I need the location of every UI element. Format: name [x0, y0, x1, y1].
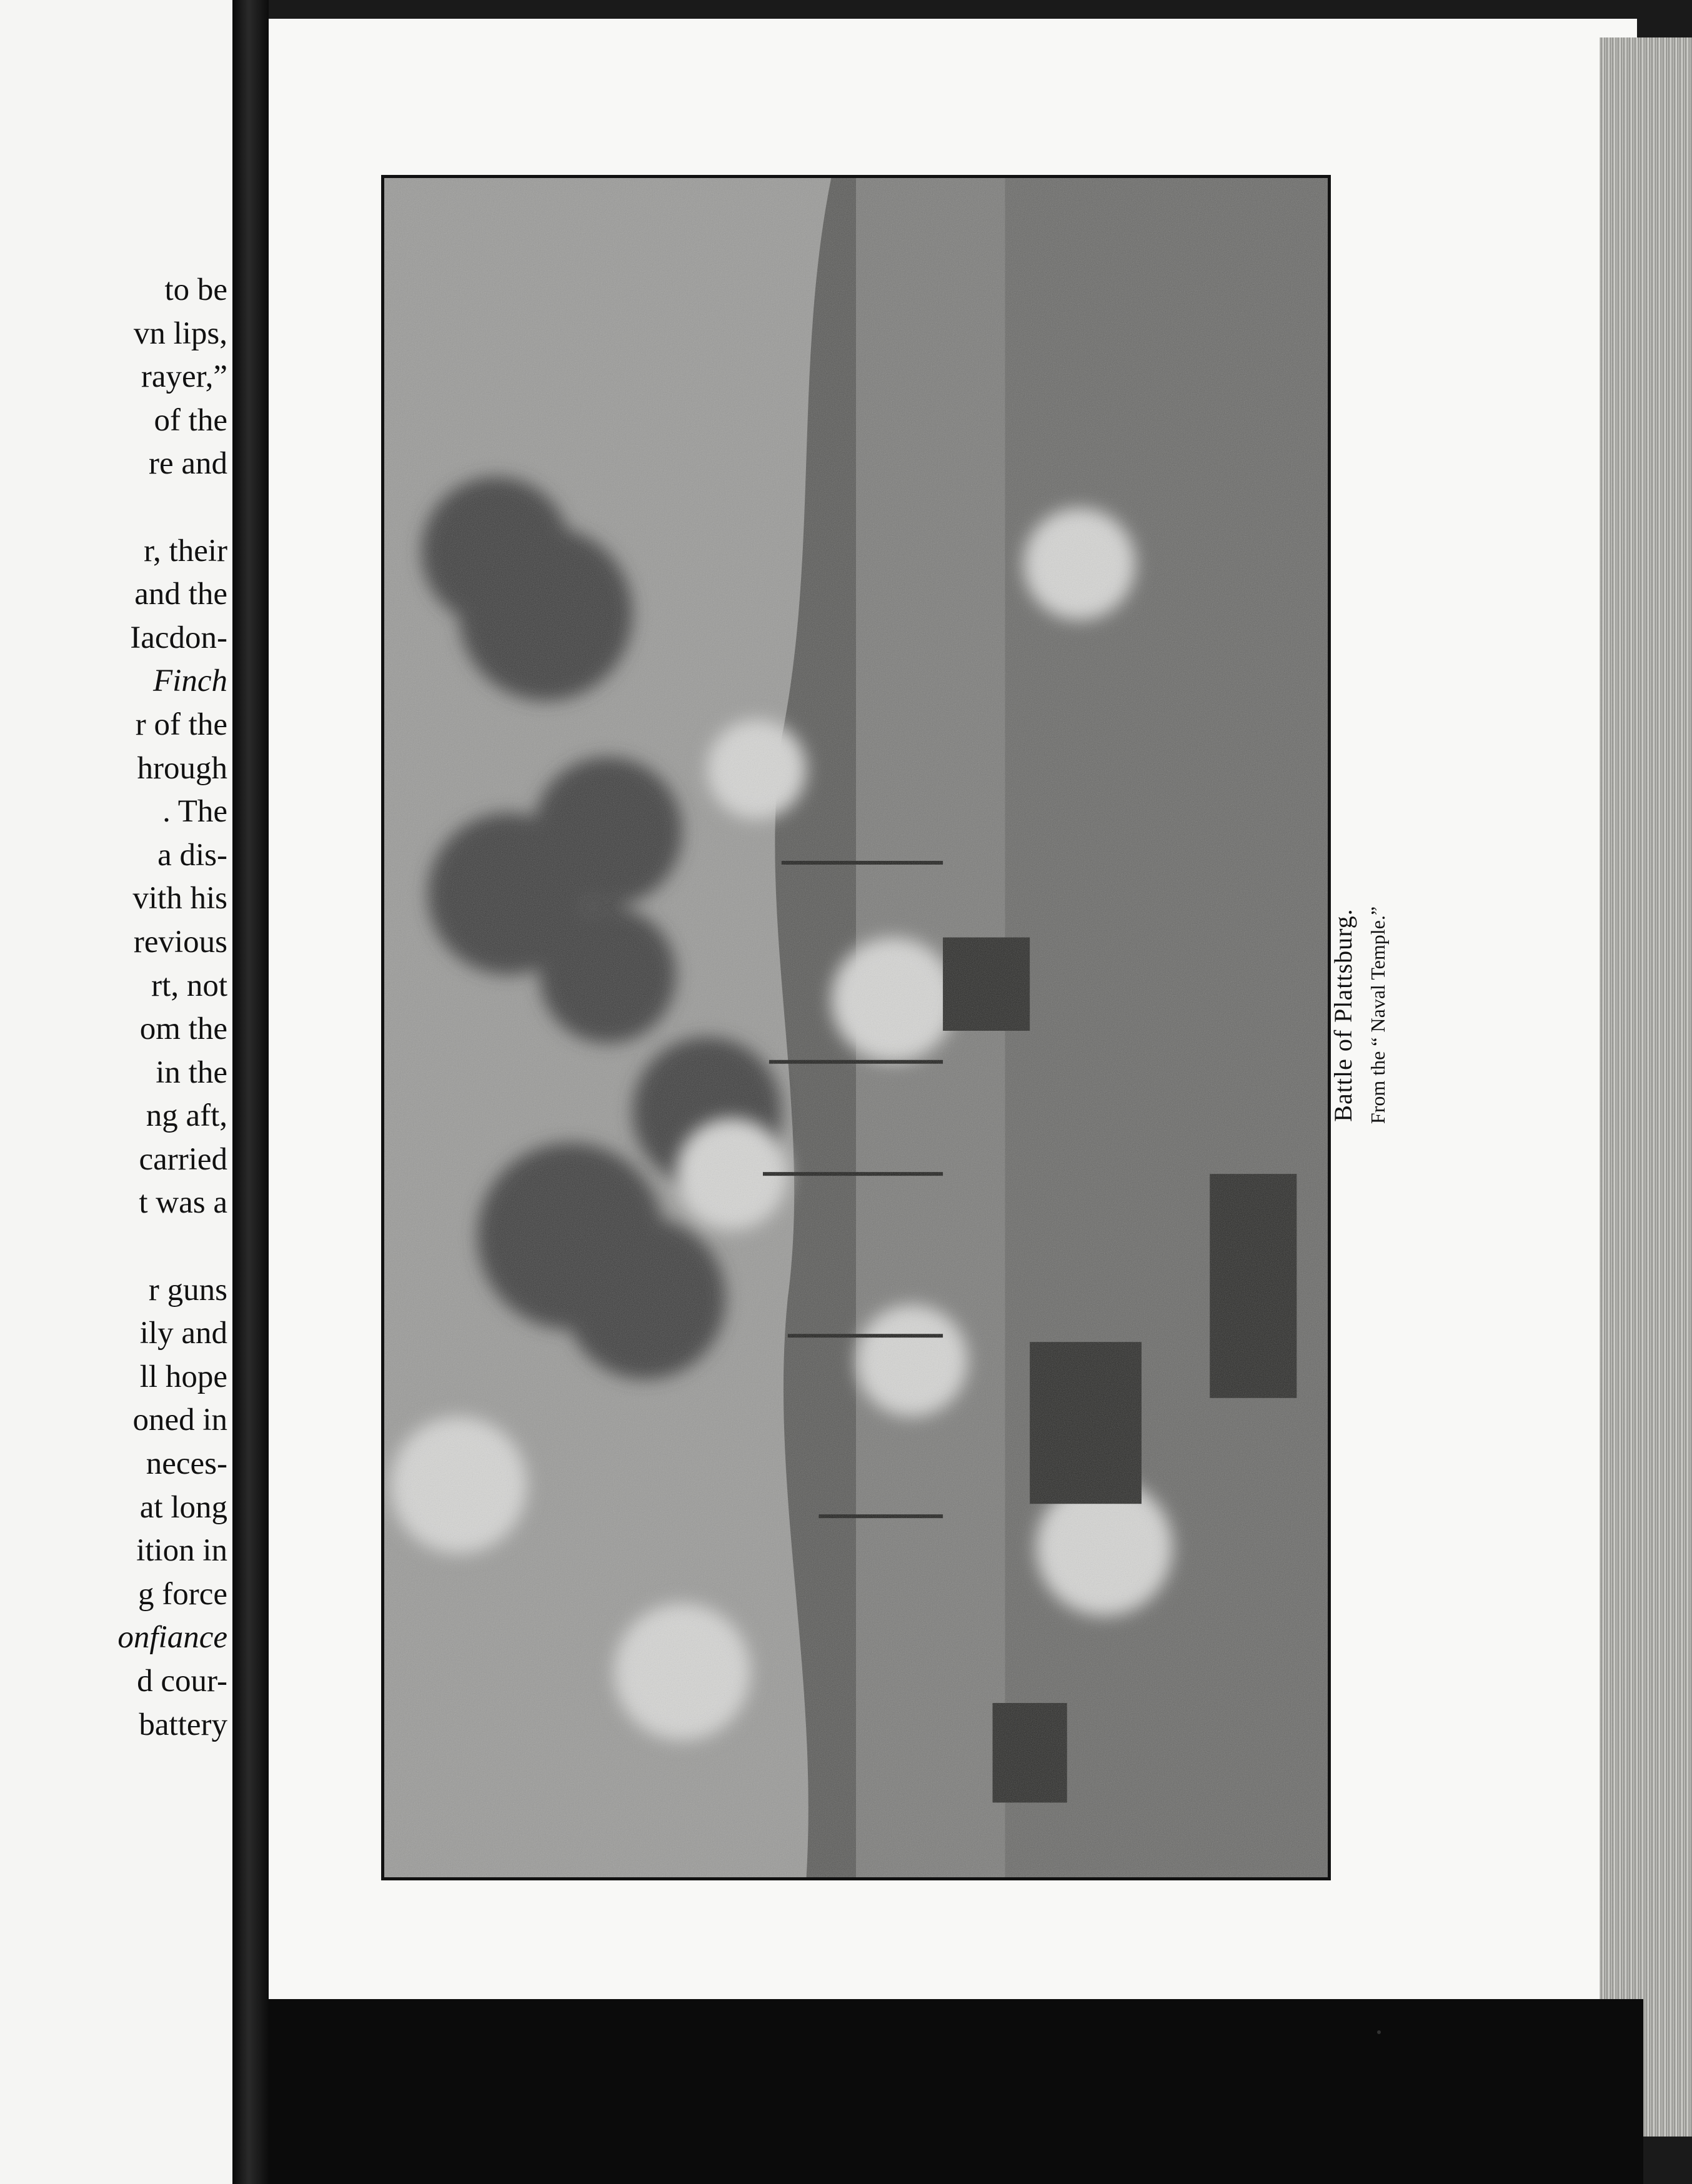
- text-line: Finch: [153, 663, 227, 699]
- page-speck: [1377, 2030, 1381, 2034]
- text-line: revious: [133, 924, 227, 960]
- text-line: om the: [139, 1011, 227, 1047]
- text-line: rayer,”: [141, 359, 227, 395]
- text-line: hrough: [137, 750, 227, 786]
- text-line: ng aft,: [146, 1098, 227, 1134]
- text-line: r of the: [135, 707, 227, 742]
- text-line: re and: [148, 446, 227, 482]
- text-line: vn lips,: [133, 315, 227, 351]
- text-line: t was a: [139, 1185, 227, 1221]
- book-gutter: [232, 0, 269, 2184]
- text-line: neces-: [146, 1446, 227, 1482]
- text-line: carried: [139, 1141, 227, 1177]
- text-line: oned in: [132, 1402, 227, 1438]
- battle-engraving-image: [384, 178, 1328, 1877]
- text-line: to be: [164, 272, 227, 307]
- text-line: rt, not: [151, 968, 227, 1003]
- text-line: r, their: [144, 533, 227, 568]
- text-line: ily and: [139, 1316, 227, 1351]
- text-line: [2, 486, 227, 530]
- text-line: vith his: [132, 881, 227, 916]
- text-line: d cour-: [137, 1664, 227, 1699]
- text-line: . The: [162, 794, 227, 830]
- left-page-text: [2, 269, 227, 1747]
- text-line: ition in: [136, 1533, 227, 1569]
- text-line: battery: [139, 1707, 227, 1742]
- caption-title: Battle of Plattsburg.: [1329, 908, 1357, 1122]
- plate-caption: [1325, 778, 1393, 1253]
- text-line: and the: [134, 577, 227, 612]
- text-line: in the: [156, 1055, 227, 1090]
- left-page: [0, 0, 232, 2184]
- text-line: Iacdon-: [130, 620, 227, 655]
- text-line: [2, 1225, 227, 1269]
- page-shadow: [269, 1999, 1643, 2184]
- text-line: at long: [139, 1489, 227, 1525]
- text-line: onfiance: [117, 1620, 227, 1655]
- caption-source: From the “ Naval Temple.”: [1366, 906, 1389, 1124]
- text-line: g force: [138, 1576, 227, 1612]
- text-line: ll hope: [139, 1359, 227, 1394]
- text-line: of the: [154, 402, 227, 438]
- plate-illustration: [381, 175, 1331, 1880]
- text-line: r guns: [148, 1272, 227, 1308]
- text-line: a dis-: [157, 837, 227, 873]
- page-edges: [1600, 37, 1692, 2137]
